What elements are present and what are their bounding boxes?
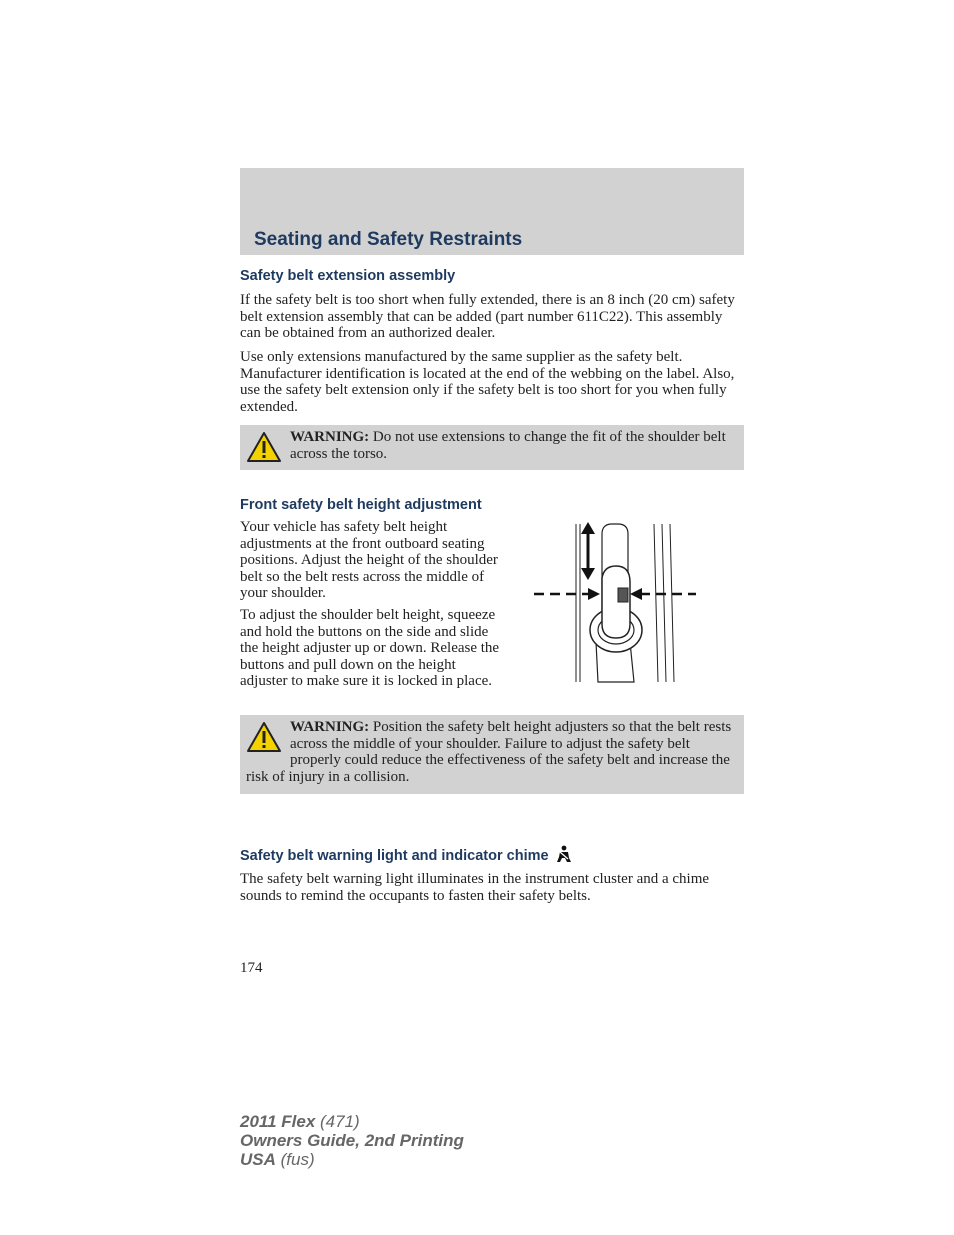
footer-model: 2011 Flex xyxy=(240,1112,316,1131)
warning-box-extension xyxy=(240,425,744,470)
belt-height-adjuster-illustration xyxy=(530,520,700,685)
warning-box-height xyxy=(240,715,744,794)
warning-triangle-icon xyxy=(246,721,282,753)
paragraph-height-2: To adjust the shoulder belt height, squeeze and hold the buttons on the side and slide the height adjuster up or down. Release the buttons and pull down on the height adjuster to make sure it is locked in place. xyxy=(240,607,500,689)
footer-model-code: (471) xyxy=(315,1112,360,1131)
heading-warning-light xyxy=(240,845,572,864)
seatbelt-person-icon xyxy=(556,845,572,863)
section-header-title: Seating and Safety Restraints xyxy=(254,229,523,250)
paragraph-extension-1: If the safety belt is too short when fully extended, there is an 8 inch (20 cm) safety belt extension assembly that can be added (part number 611C22). This assembly can be obtained from an authorized dealer. xyxy=(240,292,735,341)
warning-message: Position the safety belt height adjusters so that the belt rests across the middle of your shoulder. Failure to adjust the safety belt properly could reduce the effectiveness of the safety belt and increase the risk of injury in a collision. xyxy=(246,719,732,785)
paragraph-warning-light: The safety belt warning light illuminates in the instrument cluster and a chime sounds to remind the occupants to fasten their safety belts. xyxy=(240,871,710,904)
document-footer xyxy=(240,1112,464,1169)
page-number: 174 xyxy=(240,960,263,976)
heading-height-adjustment: Front safety belt height adjustment xyxy=(240,497,482,513)
section-header-bar xyxy=(240,168,744,255)
heading-belt-extension: Safety belt extension assembly xyxy=(240,268,456,284)
warning-message: Do not use extensions to change the fit of the shoulder belt across the torso. xyxy=(290,429,726,462)
warning-label: WARNING: xyxy=(290,429,370,445)
warning-text-extension xyxy=(246,429,734,462)
paragraph-extension-2: Use only extensions manufactured by the same supplier as the safety belt. Manufacturer identification is located at the end of the webbing on the label. Also, use the safety belt extension only if the safety belt is too short for you when fully extended. xyxy=(240,349,735,415)
footer-region-code: (fus) xyxy=(275,1150,315,1169)
warning-label: WARNING: xyxy=(290,719,370,735)
warning-triangle-icon xyxy=(246,431,282,463)
heading-warning-light-text: Safety belt warning light and indicator chime xyxy=(240,848,549,864)
footer-region: USA xyxy=(240,1150,276,1169)
warning-text-height xyxy=(246,719,734,785)
paragraph-height-1: Your vehicle has safety belt height adjustments at the front outboard seating positions. Adjust the height of the shoulder belt so the belt rests across the middle of your shoulder. xyxy=(240,519,498,601)
footer-guide: Owners Guide, 2nd Printing xyxy=(240,1131,464,1150)
